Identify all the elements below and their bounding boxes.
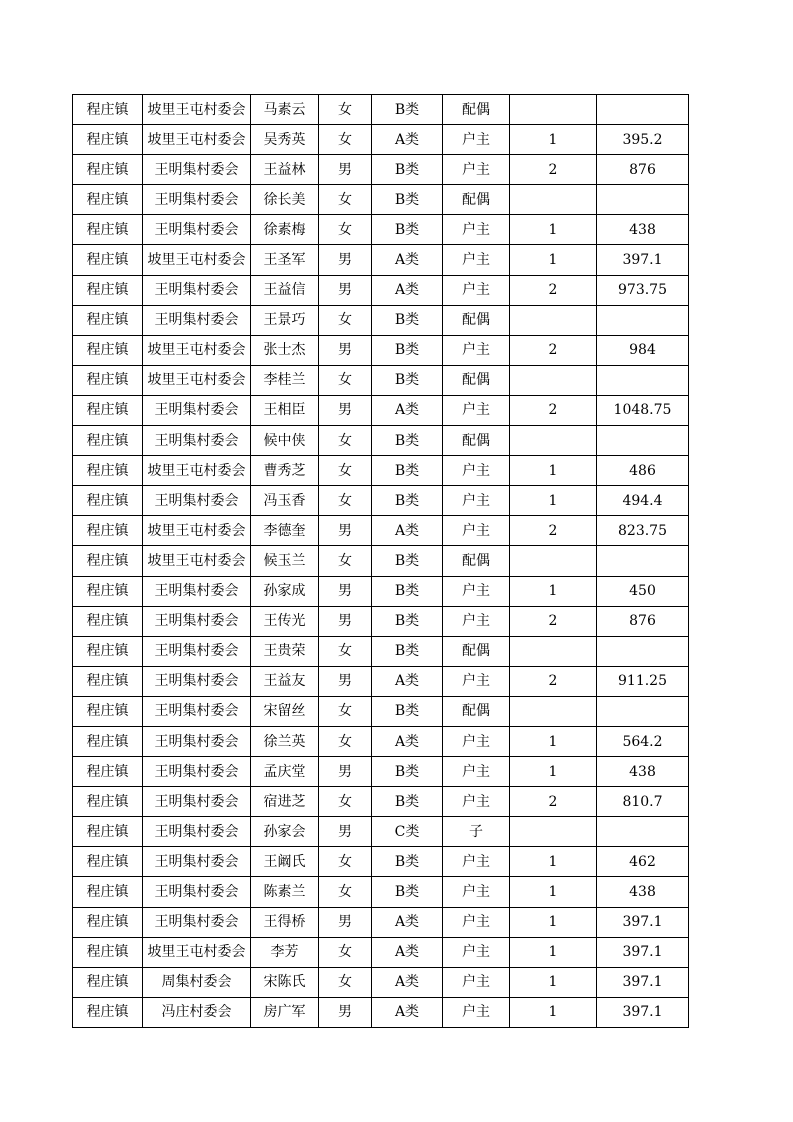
amount-cell xyxy=(597,636,689,666)
category-cell: B类 xyxy=(372,877,443,907)
count-cell: 2 xyxy=(510,666,597,696)
amount-cell: 462 xyxy=(597,847,689,877)
count-cell: 1 xyxy=(510,245,597,275)
amount-cell: 397.1 xyxy=(597,245,689,275)
sex-cell: 男 xyxy=(319,606,372,636)
amount-cell: 397.1 xyxy=(597,967,689,997)
count-cell xyxy=(510,426,597,456)
village-cell: 王明集村委会 xyxy=(143,395,251,425)
name-cell: 陈素兰 xyxy=(251,877,319,907)
name-cell: 李芳 xyxy=(251,937,319,967)
relation-cell: 户主 xyxy=(443,606,510,636)
count-cell: 2 xyxy=(510,155,597,185)
amount-cell: 494.4 xyxy=(597,486,689,516)
table-row xyxy=(73,155,689,185)
category-cell: B类 xyxy=(372,305,443,335)
count-cell: 2 xyxy=(510,606,597,636)
amount-cell: 397.1 xyxy=(597,997,689,1027)
name-cell: 张士杰 xyxy=(251,335,319,365)
town-cell: 程庄镇 xyxy=(73,546,143,576)
village-cell: 坡里王屯村委会 xyxy=(143,456,251,486)
town-cell: 程庄镇 xyxy=(73,245,143,275)
category-cell: B类 xyxy=(372,335,443,365)
village-cell: 王明集村委会 xyxy=(143,275,251,305)
amount-cell: 876 xyxy=(597,606,689,636)
amount-cell: 911.25 xyxy=(597,666,689,696)
table-row xyxy=(73,937,689,967)
count-cell: 1 xyxy=(510,576,597,606)
amount-cell: 397.1 xyxy=(597,907,689,937)
name-cell: 吴秀英 xyxy=(251,125,319,155)
town-cell: 程庄镇 xyxy=(73,666,143,696)
town-cell: 程庄镇 xyxy=(73,847,143,877)
count-cell: 1 xyxy=(510,937,597,967)
name-cell: 宋陈氏 xyxy=(251,967,319,997)
sex-cell: 女 xyxy=(319,305,372,335)
table-row xyxy=(73,696,689,726)
table-row xyxy=(73,365,689,395)
table-row xyxy=(73,967,689,997)
town-cell: 程庄镇 xyxy=(73,907,143,937)
category-cell: B类 xyxy=(372,456,443,486)
amount-cell: 438 xyxy=(597,215,689,245)
town-cell: 程庄镇 xyxy=(73,426,143,456)
relation-cell: 户主 xyxy=(443,335,510,365)
category-cell: B类 xyxy=(372,847,443,877)
amount-cell: 438 xyxy=(597,757,689,787)
name-cell: 孟庆堂 xyxy=(251,757,319,787)
village-cell: 坡里王屯村委会 xyxy=(143,335,251,365)
village-cell: 王明集村委会 xyxy=(143,757,251,787)
village-cell: 王明集村委会 xyxy=(143,486,251,516)
amount-cell: 397.1 xyxy=(597,937,689,967)
town-cell: 程庄镇 xyxy=(73,817,143,847)
name-cell: 徐兰英 xyxy=(251,726,319,756)
village-cell: 坡里王屯村委会 xyxy=(143,95,251,125)
category-cell: B类 xyxy=(372,636,443,666)
category-cell: A类 xyxy=(372,666,443,696)
amount-cell: 876 xyxy=(597,155,689,185)
table-row xyxy=(73,185,689,215)
sex-cell: 男 xyxy=(319,395,372,425)
table-row xyxy=(73,275,689,305)
relation-cell: 户主 xyxy=(443,486,510,516)
count-cell xyxy=(510,365,597,395)
village-cell: 王明集村委会 xyxy=(143,787,251,817)
town-cell: 程庄镇 xyxy=(73,696,143,726)
village-cell: 王明集村委会 xyxy=(143,606,251,636)
sex-cell: 男 xyxy=(319,666,372,696)
village-cell: 王明集村委会 xyxy=(143,696,251,726)
name-cell: 李桂兰 xyxy=(251,365,319,395)
category-cell: B类 xyxy=(372,95,443,125)
name-cell: 王贵荣 xyxy=(251,636,319,666)
town-cell: 程庄镇 xyxy=(73,967,143,997)
name-cell: 王益友 xyxy=(251,666,319,696)
table-row xyxy=(73,817,689,847)
roster-body xyxy=(73,95,689,1028)
relation-cell: 户主 xyxy=(443,666,510,696)
table-row xyxy=(73,486,689,516)
town-cell: 程庄镇 xyxy=(73,95,143,125)
category-cell: A类 xyxy=(372,516,443,546)
village-cell: 王明集村委会 xyxy=(143,847,251,877)
town-cell: 程庄镇 xyxy=(73,275,143,305)
town-cell: 程庄镇 xyxy=(73,335,143,365)
amount-cell: 395.2 xyxy=(597,125,689,155)
table-row xyxy=(73,726,689,756)
category-cell: B类 xyxy=(372,426,443,456)
town-cell: 程庄镇 xyxy=(73,636,143,666)
relation-cell: 户主 xyxy=(443,787,510,817)
sex-cell: 女 xyxy=(319,877,372,907)
village-cell: 王明集村委会 xyxy=(143,636,251,666)
village-cell: 坡里王屯村委会 xyxy=(143,125,251,155)
category-cell: B类 xyxy=(372,546,443,576)
table-row xyxy=(73,877,689,907)
relation-cell: 户主 xyxy=(443,907,510,937)
sex-cell: 女 xyxy=(319,215,372,245)
sex-cell: 男 xyxy=(319,275,372,305)
village-cell: 王明集村委会 xyxy=(143,817,251,847)
table-row xyxy=(73,606,689,636)
table-row xyxy=(73,546,689,576)
name-cell: 冯玉香 xyxy=(251,486,319,516)
amount-cell: 973.75 xyxy=(597,275,689,305)
village-cell: 王明集村委会 xyxy=(143,666,251,696)
town-cell: 程庄镇 xyxy=(73,787,143,817)
category-cell: B类 xyxy=(372,215,443,245)
town-cell: 程庄镇 xyxy=(73,997,143,1027)
sex-cell: 女 xyxy=(319,456,372,486)
table-row xyxy=(73,787,689,817)
table-row xyxy=(73,666,689,696)
count-cell xyxy=(510,636,597,666)
town-cell: 程庄镇 xyxy=(73,155,143,185)
table-row xyxy=(73,335,689,365)
relation-cell: 户主 xyxy=(443,997,510,1027)
category-cell: B类 xyxy=(372,155,443,185)
town-cell: 程庄镇 xyxy=(73,576,143,606)
table-row xyxy=(73,997,689,1027)
village-cell: 王明集村委会 xyxy=(143,426,251,456)
name-cell: 孙家成 xyxy=(251,576,319,606)
amount-cell xyxy=(597,426,689,456)
name-cell: 王传光 xyxy=(251,606,319,636)
name-cell: 宿进芝 xyxy=(251,787,319,817)
amount-cell xyxy=(597,546,689,576)
relation-cell: 户主 xyxy=(443,155,510,185)
village-cell: 王明集村委会 xyxy=(143,155,251,185)
amount-cell xyxy=(597,365,689,395)
name-cell: 王益信 xyxy=(251,275,319,305)
sex-cell: 男 xyxy=(319,155,372,185)
sex-cell: 女 xyxy=(319,426,372,456)
name-cell: 徐素梅 xyxy=(251,215,319,245)
relation-cell: 户主 xyxy=(443,937,510,967)
sex-cell: 女 xyxy=(319,726,372,756)
table-row xyxy=(73,456,689,486)
sex-cell: 男 xyxy=(319,817,372,847)
count-cell: 1 xyxy=(510,456,597,486)
count-cell: 1 xyxy=(510,215,597,245)
amount-cell: 810.7 xyxy=(597,787,689,817)
name-cell: 房广军 xyxy=(251,997,319,1027)
sex-cell: 女 xyxy=(319,696,372,726)
village-cell: 冯庄村委会 xyxy=(143,997,251,1027)
sex-cell: 女 xyxy=(319,937,372,967)
sex-cell: 女 xyxy=(319,125,372,155)
category-cell: A类 xyxy=(372,907,443,937)
village-cell: 王明集村委会 xyxy=(143,726,251,756)
sex-cell: 女 xyxy=(319,787,372,817)
table-row xyxy=(73,395,689,425)
category-cell: B类 xyxy=(372,606,443,636)
sex-cell: 女 xyxy=(319,967,372,997)
sex-cell: 男 xyxy=(319,997,372,1027)
name-cell: 宋留丝 xyxy=(251,696,319,726)
town-cell: 程庄镇 xyxy=(73,516,143,546)
category-cell: B类 xyxy=(372,185,443,215)
category-cell: B类 xyxy=(372,365,443,395)
count-cell: 1 xyxy=(510,967,597,997)
count-cell xyxy=(510,696,597,726)
amount-cell xyxy=(597,817,689,847)
count-cell: 2 xyxy=(510,516,597,546)
count-cell: 1 xyxy=(510,997,597,1027)
relation-cell: 配偶 xyxy=(443,185,510,215)
name-cell: 王景巧 xyxy=(251,305,319,335)
village-cell: 坡里王屯村委会 xyxy=(143,546,251,576)
sex-cell: 男 xyxy=(319,576,372,606)
category-cell: A类 xyxy=(372,125,443,155)
table-row xyxy=(73,245,689,275)
village-cell: 坡里王屯村委会 xyxy=(143,245,251,275)
town-cell: 程庄镇 xyxy=(73,215,143,245)
village-cell: 坡里王屯村委会 xyxy=(143,365,251,395)
amount-cell: 450 xyxy=(597,576,689,606)
amount-cell xyxy=(597,696,689,726)
relation-cell: 户主 xyxy=(443,125,510,155)
name-cell: 候中侠 xyxy=(251,426,319,456)
sex-cell: 女 xyxy=(319,847,372,877)
relation-cell: 配偶 xyxy=(443,95,510,125)
name-cell: 王益林 xyxy=(251,155,319,185)
name-cell: 候玉兰 xyxy=(251,546,319,576)
sex-cell: 女 xyxy=(319,486,372,516)
name-cell: 王相臣 xyxy=(251,395,319,425)
category-cell: A类 xyxy=(372,997,443,1027)
sex-cell: 女 xyxy=(319,365,372,395)
name-cell: 马素云 xyxy=(251,95,319,125)
category-cell: A类 xyxy=(372,245,443,275)
category-cell: A类 xyxy=(372,967,443,997)
relation-cell: 户主 xyxy=(443,757,510,787)
village-cell: 坡里王屯村委会 xyxy=(143,937,251,967)
amount-cell: 438 xyxy=(597,877,689,907)
table-row xyxy=(73,907,689,937)
town-cell: 程庄镇 xyxy=(73,125,143,155)
count-cell: 1 xyxy=(510,486,597,516)
relation-cell: 户主 xyxy=(443,395,510,425)
town-cell: 程庄镇 xyxy=(73,937,143,967)
category-cell: A类 xyxy=(372,937,443,967)
table-row xyxy=(73,847,689,877)
village-cell: 王明集村委会 xyxy=(143,877,251,907)
relation-cell: 户主 xyxy=(443,877,510,907)
sex-cell: 女 xyxy=(319,546,372,576)
amount-cell: 1048.75 xyxy=(597,395,689,425)
relation-cell: 配偶 xyxy=(443,546,510,576)
sex-cell: 女 xyxy=(319,95,372,125)
category-cell: A类 xyxy=(372,275,443,305)
relation-cell: 户主 xyxy=(443,847,510,877)
count-cell: 2 xyxy=(510,395,597,425)
town-cell: 程庄镇 xyxy=(73,486,143,516)
count-cell: 1 xyxy=(510,877,597,907)
town-cell: 程庄镇 xyxy=(73,877,143,907)
relation-cell: 配偶 xyxy=(443,636,510,666)
relation-cell: 户主 xyxy=(443,275,510,305)
village-cell: 王明集村委会 xyxy=(143,576,251,606)
village-cell: 坡里王屯村委会 xyxy=(143,516,251,546)
table-row xyxy=(73,636,689,666)
relation-cell: 户主 xyxy=(443,456,510,486)
relation-cell: 配偶 xyxy=(443,365,510,395)
relation-cell: 配偶 xyxy=(443,426,510,456)
category-cell: C类 xyxy=(372,817,443,847)
count-cell xyxy=(510,185,597,215)
table-row xyxy=(73,305,689,335)
sex-cell: 男 xyxy=(319,907,372,937)
relation-cell: 户主 xyxy=(443,215,510,245)
town-cell: 程庄镇 xyxy=(73,726,143,756)
table-row xyxy=(73,576,689,606)
count-cell: 2 xyxy=(510,335,597,365)
village-cell: 王明集村委会 xyxy=(143,215,251,245)
category-cell: A类 xyxy=(372,395,443,425)
relation-cell: 户主 xyxy=(443,726,510,756)
amount-cell xyxy=(597,185,689,215)
relation-cell: 户主 xyxy=(443,516,510,546)
village-cell: 王明集村委会 xyxy=(143,185,251,215)
relation-cell: 户主 xyxy=(443,967,510,997)
count-cell xyxy=(510,817,597,847)
amount-cell: 486 xyxy=(597,456,689,486)
town-cell: 程庄镇 xyxy=(73,365,143,395)
name-cell: 王得桥 xyxy=(251,907,319,937)
relation-cell: 配偶 xyxy=(443,696,510,726)
table-row xyxy=(73,125,689,155)
table-row xyxy=(73,757,689,787)
relation-cell: 户主 xyxy=(443,245,510,275)
name-cell: 曹秀芝 xyxy=(251,456,319,486)
name-cell: 孙家会 xyxy=(251,817,319,847)
category-cell: B类 xyxy=(372,787,443,817)
name-cell: 王阚氏 xyxy=(251,847,319,877)
table-row xyxy=(73,215,689,245)
village-cell: 王明集村委会 xyxy=(143,907,251,937)
amount-cell: 984 xyxy=(597,335,689,365)
amount-cell xyxy=(597,95,689,125)
town-cell: 程庄镇 xyxy=(73,606,143,636)
category-cell: B类 xyxy=(372,696,443,726)
category-cell: B类 xyxy=(372,486,443,516)
sex-cell: 男 xyxy=(319,335,372,365)
amount-cell: 564.2 xyxy=(597,726,689,756)
name-cell: 徐长美 xyxy=(251,185,319,215)
town-cell: 程庄镇 xyxy=(73,305,143,335)
count-cell: 1 xyxy=(510,907,597,937)
sex-cell: 男 xyxy=(319,516,372,546)
relation-cell: 户主 xyxy=(443,576,510,606)
table-row xyxy=(73,95,689,125)
table-row xyxy=(73,516,689,546)
town-cell: 程庄镇 xyxy=(73,456,143,486)
count-cell: 2 xyxy=(510,275,597,305)
count-cell xyxy=(510,95,597,125)
village-cell: 王明集村委会 xyxy=(143,305,251,335)
relation-cell: 配偶 xyxy=(443,305,510,335)
amount-cell xyxy=(597,305,689,335)
town-cell: 程庄镇 xyxy=(73,757,143,787)
sex-cell: 男 xyxy=(319,245,372,275)
count-cell: 1 xyxy=(510,847,597,877)
count-cell xyxy=(510,546,597,576)
relation-cell: 子 xyxy=(443,817,510,847)
name-cell: 李德奎 xyxy=(251,516,319,546)
sex-cell: 女 xyxy=(319,185,372,215)
table-row xyxy=(73,426,689,456)
count-cell: 1 xyxy=(510,125,597,155)
count-cell: 2 xyxy=(510,787,597,817)
category-cell: B类 xyxy=(372,757,443,787)
town-cell: 程庄镇 xyxy=(73,395,143,425)
amount-cell: 823.75 xyxy=(597,516,689,546)
name-cell: 王圣军 xyxy=(251,245,319,275)
count-cell: 1 xyxy=(510,726,597,756)
category-cell: B类 xyxy=(372,576,443,606)
category-cell: A类 xyxy=(372,726,443,756)
count-cell xyxy=(510,305,597,335)
village-cell: 周集村委会 xyxy=(143,967,251,997)
sex-cell: 女 xyxy=(319,636,372,666)
count-cell: 1 xyxy=(510,757,597,787)
town-cell: 程庄镇 xyxy=(73,185,143,215)
roster-table xyxy=(72,94,689,1028)
sex-cell: 男 xyxy=(319,757,372,787)
